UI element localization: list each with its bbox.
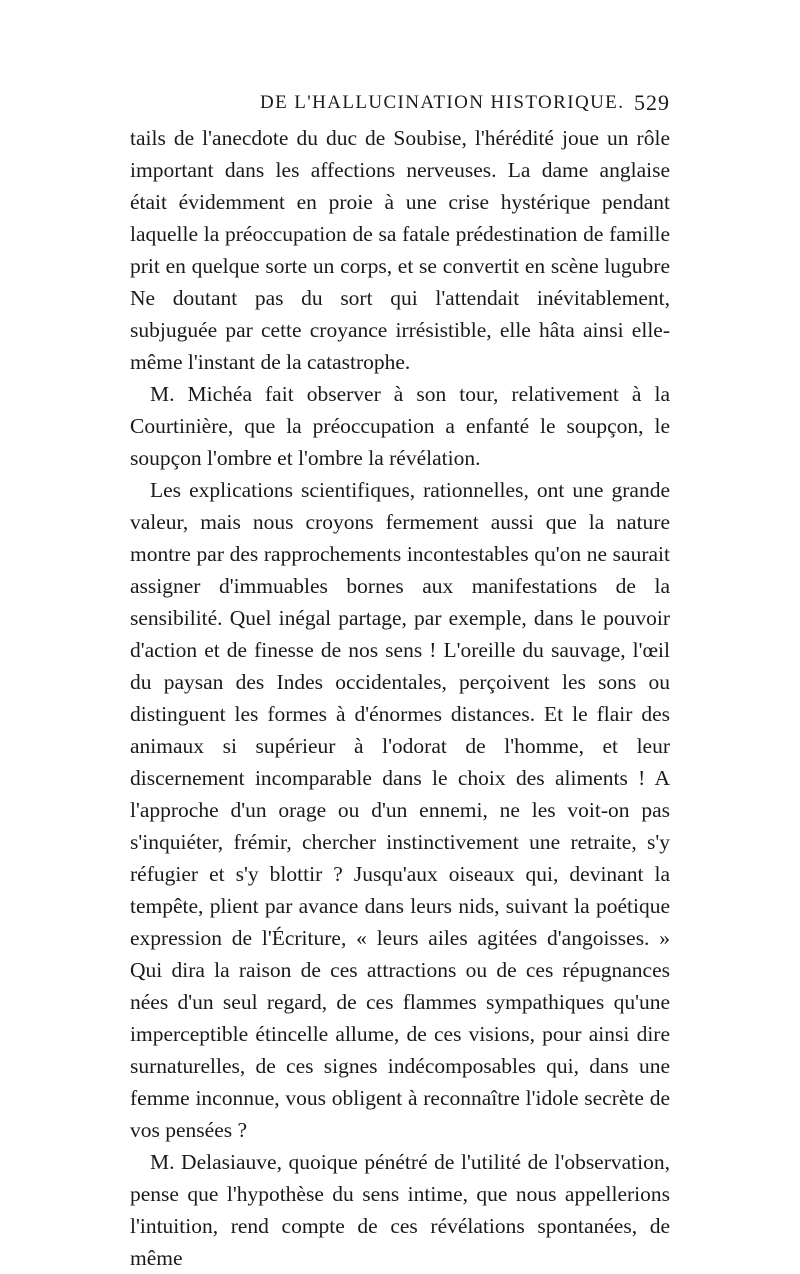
paragraph-continuation: tails de l'anecdote du duc de Soubise, l'hérédité joue un rôle important dans les affections nerveuses. La dame anglaise était évidemment en proie à une crise hystérique pendant laquelle la préoccupation de sa fatale prédestination de famille prit en quelque sorte un corps, et se convertit en scène lugubre Ne doutant pas du sort qui l'attendait inévitablement, subjuguée par cette croyance irrésistible, elle hâta ainsi elle-même l'instant de la catastrophe. [130,126,670,374]
paragraph-delasiauve: M. Delasiauve, quoique pénétré de l'utilité de l'observation, pense que l'hypothèse du sens intime, que nous appellerions l'intuition, rend compte de ces révélations spontanées, de même [130,1150,670,1270]
running-head [130,92,670,122]
paragraph-michea: M. Michéa fait observer à son tour, relativement à la Courtinière, que la préoccupation a enfanté le soupçon, le soupçon l'ombre et l'ombre la révélation. [130,382,670,470]
running-title: DE L'HALLUCINATION HISTORIQUE. [260,92,625,113]
paragraph-explications: Les explications scientifiques, rationnelles, ont une grande valeur, mais nous croyons fermement aussi que la nature montre par des rapprochements incontestables qu'on ne saurait assigner d'immuables bornes aux manifestations de la sensibilité. Quel inégal partage, par exemple, dans le pouvoir d'action et de finesse de nos sens ! L'oreille du sauvage, l'œil du paysan des Indes occidentales, perçoivent les sons ou distinguent les formes à d'énormes distances. Et le flair des animaux si supérieur à l'odorat de l'homme, et leur discernement incomparable dans le choix des aliments ! A l'approche d'un orage ou d'un ennemi, ne les voit-on pas s'inquiéter, frémir, chercher instinctivement une retraite, s'y réfugier et s'y blottir ? Jusqu'aux oiseaux qui, devinant la tempête, plient par avance dans leurs nids, suivant la poétique expression de l'Écriture, « leurs ailes agitées d'angoisses. » Qui dira la raison de ces attractions ou de ces répugnances nées d'un seul regard, de ces flammes sympathiques qu'une imperceptible étincelle allume, de ces visions, pour ainsi dire surnaturelles, de ces signes indécomposables qui, dans une femme inconnue, vous obligent à reconnaître l'idole secrète de vos pensées ? [130,478,670,1142]
page-number: 529 [634,90,670,115]
body-text [130,122,670,1274]
